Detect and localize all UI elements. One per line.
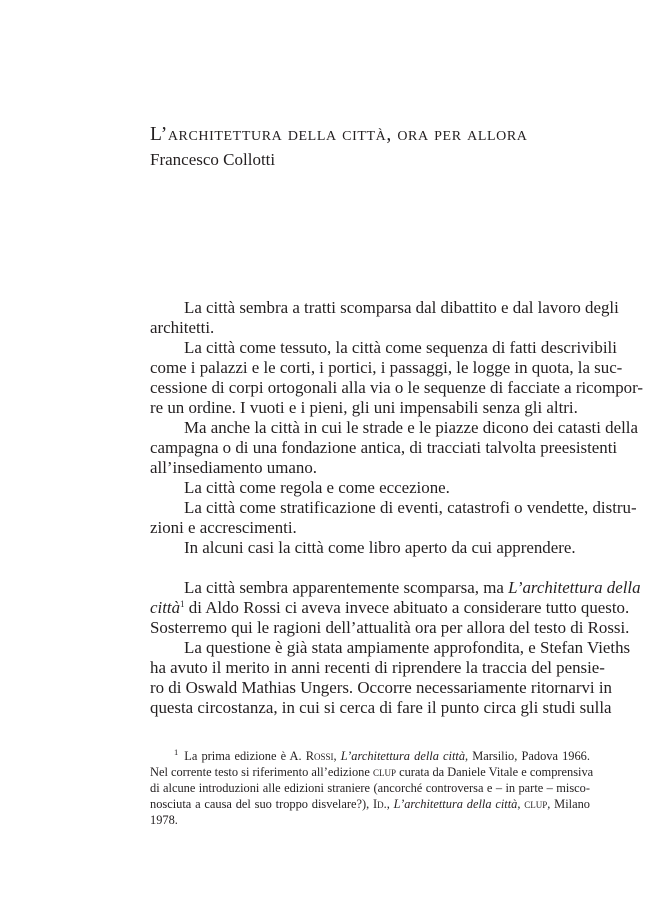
footnote-line: di alcune introduzioni alle edizioni straniere (ancorché controversa e – in parte – misco- — [150, 781, 590, 795]
text-run: curata da Daniele Vitale e comprensiva — [399, 765, 594, 779]
text-run: ., — [383, 797, 390, 811]
book-title-italic: L’architettura della città — [340, 749, 466, 763]
text-run: La città sembra apparentemente scomparsa, ma — [184, 578, 504, 597]
footnote-line: 1978. — [150, 813, 178, 827]
book-title-italic: L’architettura della — [508, 578, 641, 597]
ibid-smallcaps: Id — [373, 797, 384, 811]
footnote-ref[interactable]: 1 — [180, 599, 185, 609]
body-line: come i palazzi e le corti, i portici, i passaggi, le logge in quota, la suc- — [150, 358, 623, 377]
footnote-line — [150, 796, 590, 812]
body-line: La città come stratificazione di eventi, catastrofi o vendette, distru- — [184, 498, 637, 517]
footnote-line — [150, 764, 594, 780]
author-name: Francesco Collotti — [150, 150, 276, 169]
body-line: La questione è già stata ampiamente approfondita, e Stefan Vieths — [184, 638, 631, 657]
body-line: La città come tessuto, la città come sequenza di fatti descrivibili — [184, 338, 617, 357]
text-run: di Aldo Rossi ci aveva invece abituato a considerare tutto questo. — [188, 598, 630, 617]
book-title-italic: città — [150, 598, 181, 617]
body-line: questa circostanza, in cui si cerca di fare il punto circa gli studi sulla — [150, 698, 612, 717]
body-line: zioni e accrescimenti. — [150, 518, 297, 537]
body-line: Ma anche la città in cui le strade e le piazze dicono dei catasti della — [184, 418, 638, 437]
body-line: ro di Oswald Mathias Ungers. Occorre necessariamente ritornarvi in — [150, 678, 612, 697]
text-run: , — [333, 749, 337, 763]
text-run: , — [517, 797, 521, 811]
body-line: La città sembra a tratti scomparsa dal dibattito e dal lavoro degli — [184, 298, 619, 317]
body-line: re un ordine. I vuoti e i pieni, gli uni impensabili senza gli altri. — [150, 398, 578, 417]
chapter-title: L’architettura della città, ora per allora — [150, 124, 528, 145]
text-run: , Milano — [547, 797, 590, 811]
body-line: La città come regola e come eccezione. — [184, 478, 450, 497]
body-line: ha avuto il merito in anni recenti di riprendere la traccia del pensie- — [150, 658, 605, 677]
body-line: In alcuni casi la città come libro aperto da cui apprendere. — [184, 538, 576, 557]
body-line: campagna o di una fondazione antica, di tracciati talvolta preesistenti — [150, 438, 618, 457]
book-title-italic: L’architettura della città — [393, 797, 518, 811]
body-line — [150, 598, 630, 618]
text-run: nosciuta a causa del suo troppo disvelare?), — [150, 797, 370, 811]
footnote-line — [150, 748, 590, 764]
body-line: all’insediamento umano. — [150, 458, 317, 477]
body-line: architetti. — [150, 318, 215, 337]
text-run: La prima edizione è A. — [184, 749, 302, 763]
body-line: cessione di corpi ortogonali alla via o le sequenze di facciate a ricompor- — [150, 378, 644, 397]
text-run: Nel corrente testo si riferimento all’edizione — [150, 765, 370, 779]
text-run: , Marsilio, Padova 1966. — [465, 749, 590, 763]
publisher-smallcaps: clup — [372, 765, 396, 779]
author-smallcaps: Rossi — [305, 749, 334, 763]
body-line: Sosterremo qui le ragioni dell’attualità ora per allora del testo di Rossi. — [150, 618, 630, 637]
footnote-number: 1 — [174, 747, 179, 757]
publisher-smallcaps: clup — [524, 797, 548, 811]
body-line — [150, 578, 641, 598]
